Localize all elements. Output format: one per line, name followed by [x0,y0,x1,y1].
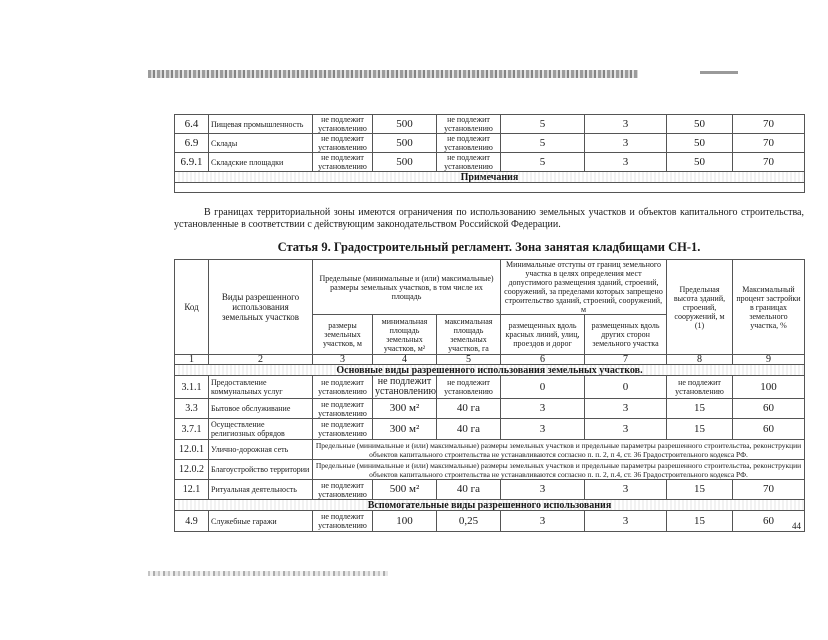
cell-dims: не подлежит установлению [313,399,373,419]
cell-height: 15 [667,480,733,500]
cell-min-area: 100 [373,511,437,532]
cell-name: Улично-дорожная сеть [209,440,313,460]
cell-setback-other: 0 [585,376,667,399]
cell-max-area: не подлежит установлению [437,376,501,399]
cell-percent: 70 [733,153,805,172]
table-row [175,399,805,419]
col-number: 1 [175,355,209,365]
cell-code: 3.1.1 [175,376,209,399]
cell-setback-red: 3 [501,511,585,532]
cell-dims: не подлежит установлению [313,511,373,532]
cell-max-area: 40 га [437,419,501,440]
cell-code: 3.3 [175,399,209,419]
cell-max-area: не подлежит установлению [437,153,501,172]
table-top [174,114,805,193]
cell-setback-red: 5 [501,153,585,172]
header-max-area: максимальная площадь земельных участков, га [437,315,501,355]
cell-percent: 60 [733,399,805,419]
cell-code: 6.9 [175,134,209,153]
cell-height: 50 [667,134,733,153]
cell-height: 15 [667,419,733,440]
scan-artifact-top [148,70,638,78]
cell-name: Осуществление религиозных обрядов [209,419,313,440]
table-row [175,134,805,153]
cell-setback-other: 3 [585,153,667,172]
cell-not-established: Предельные (минимальные и (или) максимальные) размеры земельных участков и предельные параметры разрешенного строительства, реконструкции объектов капитального строительства не устанавливаются согласно п. п. 2, п 4, ст. 36 Градостроительного кодекса РФ. [313,440,805,460]
cell-setback-other: 3 [585,399,667,419]
header-setback-other: размещенных вдоль других сторон земельного участка [585,315,667,355]
cell-percent: 100 [733,376,805,399]
scan-artifact-bottom [148,571,388,576]
table-row [175,376,805,399]
table-top-body [175,115,805,193]
cell-height: не подлежит установлению [667,376,733,399]
cell-code: 12.1 [175,480,209,500]
cell-percent: 70 [733,115,805,134]
cell-min-area: 300 м² [373,399,437,419]
cell-setback-red: 0 [501,376,585,399]
cell-setback-red: 3 [501,419,585,440]
cell-max-area: 40 га [437,399,501,419]
section-main-label: Основные виды разрешенного использования земельных участков. [175,365,805,376]
header-height: Предельная высота зданий, строений, сооружений, м (1) [667,260,733,355]
page-number: 44 [792,521,801,531]
header-code: Код [175,260,209,355]
col-number: 7 [585,355,667,365]
header-size-group: Предельные (минимальные и (или) максимальные) размеры земельных участков, в том числе их площадь [313,260,501,315]
cell-min-area: 500 [373,153,437,172]
cell-dims: не подлежит установлению [313,419,373,440]
cell-dims: не подлежит установлению [313,480,373,500]
cell-min-size: не подлежит установлению [313,134,373,153]
section-row [175,365,805,376]
header-percent: Максимальный процент застройки в границах земельного участка, % [733,260,805,355]
notes-empty-row [175,183,805,193]
cell-max-area: 0,25 [437,511,501,532]
cell-max-area: не подлежит установлению [437,115,501,134]
cell-setback-red: 5 [501,115,585,134]
table-row [175,460,805,480]
table-regulation [174,259,805,532]
cell-height: 15 [667,399,733,419]
table-row [175,153,805,172]
cell-name: Ритуальная деятельность [209,480,313,500]
cell-setback-red: 3 [501,399,585,419]
header-types: Виды разрешенного использования земельных участков [209,260,313,355]
cell-setback-other: 3 [585,419,667,440]
cell-percent: 60 [733,419,805,440]
cell-code: 6.4 [175,115,209,134]
cell-code: 3.7.1 [175,419,209,440]
cell-name: Предоставление коммунальных услуг [209,376,313,399]
cell-name: Служебные гаражи [209,511,313,532]
table-row [175,480,805,500]
notes-content [175,183,805,193]
cell-min-area: 500 м² [373,480,437,500]
cell-setback-red: 5 [501,134,585,153]
cell-percent: 70 [733,480,805,500]
col-number: 6 [501,355,585,365]
cell-setback-red: 3 [501,480,585,500]
cell-name: Благоустройство территории [209,460,313,480]
cell-height: 50 [667,115,733,134]
section-aux-label: Вспомогательные виды разрешенного использования [175,500,805,511]
cell-name: Бытовое обслуживание [209,399,313,419]
cell-min-area: 300 м² [373,419,437,440]
zone-restrictions-paragraph: В границах территориальной зоны имеются ограничения по использованию земельных участков и объектов капитального строительства, установленные в соответствии с действующим законодательством Российской Федерации. [174,207,804,230]
cell-max-area: не подлежит установлению [437,134,501,153]
header-row-1 [175,260,805,315]
table-row [175,440,805,460]
notes-label: Примечания [175,172,805,183]
cell-code: 6.9.1 [175,153,209,172]
header-setback-group: Минимальные отступы от границ земельного участка в целях определения мест допустимого размещения зданий, строений, сооружений, за пределами которых запрещено строительство зданий, строений, сооружений, м [501,260,667,315]
cell-height: 15 [667,511,733,532]
article-title: Статья 9. Градостроительный регламент. Зона занятая кладбищами СН-1. [277,240,701,254]
header-dims: размеры земельных участков, м [313,315,373,355]
header-setback-red: размещенных вдоль красных линий, улиц, проездов и дорог [501,315,585,355]
section-row [175,500,805,511]
cell-setback-other: 3 [585,511,667,532]
col-number: 2 [209,355,313,365]
table-row [175,419,805,440]
cell-code: 4.9 [175,511,209,532]
table-row [175,511,805,532]
col-number: 4 [373,355,437,365]
cell-min-size: не подлежит установлению [313,153,373,172]
cell-min-area: 500 [373,134,437,153]
cell-percent: 60 [733,511,805,532]
col-number: 3 [313,355,373,365]
cell-min-size: не подлежит установлению [313,115,373,134]
cell-min-area: 500 [373,115,437,134]
header-min-area: минимальная площадь земельных участков, м² [373,315,437,355]
col-number: 5 [437,355,501,365]
scan-artifact-top-right [700,71,738,74]
cell-not-established: Предельные (минимальные и (или) максимальные) размеры земельных участков и предельные параметры разрешенного строительства, реконструкции объектов капитального строительства не устанавливаются согласно п. п. 2, п.4, ст. 36 Градостроительного кодекса РФ. [313,460,805,480]
cell-setback-other: 3 [585,480,667,500]
cell-code: 12.0.1 [175,440,209,460]
column-numbers-row [175,355,805,365]
cell-height: 50 [667,153,733,172]
cell-name: Склады [209,134,313,153]
table-row [175,115,805,134]
cell-percent: 70 [733,134,805,153]
col-number: 8 [667,355,733,365]
cell-max-area: 40 га [437,480,501,500]
cell-setback-other: 3 [585,134,667,153]
cell-name: Пищевая промышленность [209,115,313,134]
cell-code: 12.0.2 [175,460,209,480]
col-number: 9 [733,355,805,365]
cell-dims: не подлежит установлению [313,376,373,399]
cell-name: Складские площадки [209,153,313,172]
cell-min-area: не подлежит установлению [373,376,437,399]
cell-setback-other: 3 [585,115,667,134]
notes-row [175,172,805,183]
